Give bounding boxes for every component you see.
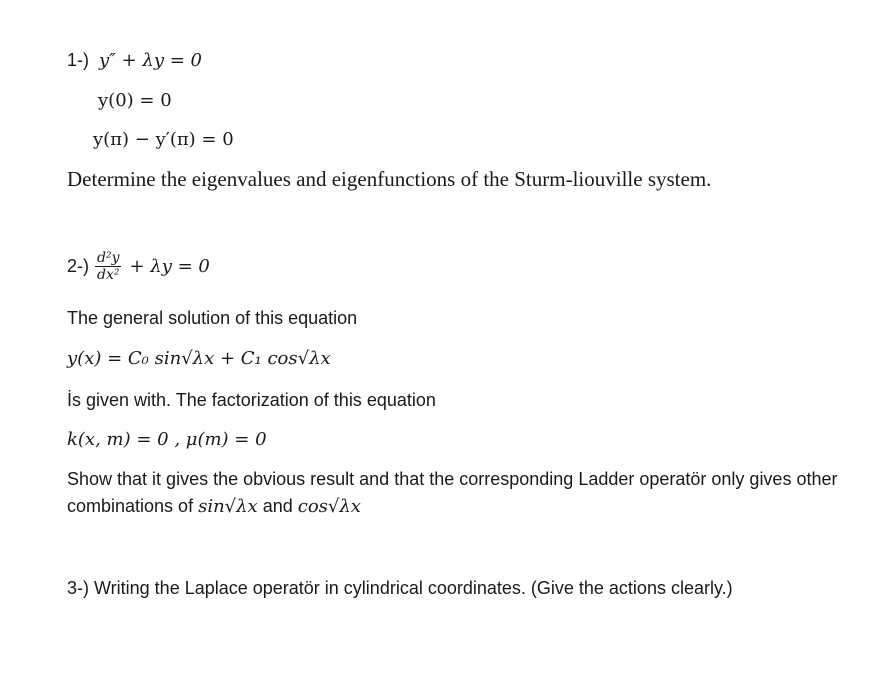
- q1-boundary-condition-2: y(π) − y′(π) = 0: [93, 129, 234, 150]
- q1-equation-line: [67, 50, 202, 71]
- q1-instruction: Determine the eigenvalues and eigenfunctions of the Sturm-liouville system.: [67, 167, 712, 191]
- q2-text-show-line1: Show that it gives the obvious result and that the corresponding Ladder operatör only gives other: [67, 469, 838, 489]
- q2-text-sin: sin√λx: [198, 496, 258, 517]
- q2-solution-formula: y(x) = C₀ sin√λx + C₁ cos√λx: [67, 348, 331, 369]
- q2-label: 2-): [67, 256, 89, 276]
- q2-text-cos: cos√λx: [297, 496, 361, 517]
- q2-equation-line: [67, 250, 210, 283]
- q2-text-given: İs given with. The factorization of this equation: [67, 390, 436, 410]
- q2-derivative-fraction: [95, 250, 121, 283]
- q2-factorization-formula: k(x, m) = 0 , μ(m) = 0: [67, 429, 267, 450]
- q2-text-and: and: [257, 496, 298, 516]
- q1-boundary-condition-1: y(0) = 0: [98, 90, 172, 111]
- q2-text-combinations: combinations of: [67, 496, 199, 516]
- q2-fraction-denominator: dx²: [97, 267, 120, 283]
- q1-label: 1-): [67, 50, 89, 70]
- q2-equation-rest: + λy = 0: [129, 256, 210, 277]
- q3-text: 3-) Writing the Laplace operatör in cylindrical coordinates. (Give the actions clearly.): [67, 578, 733, 598]
- q2-text-general-solution: The general solution of this equation: [67, 308, 358, 328]
- q2-text-show-line2: [67, 496, 361, 517]
- q2-fraction-numerator: d²y: [97, 250, 120, 266]
- q1-equation: y″ + λy = 0: [99, 50, 202, 71]
